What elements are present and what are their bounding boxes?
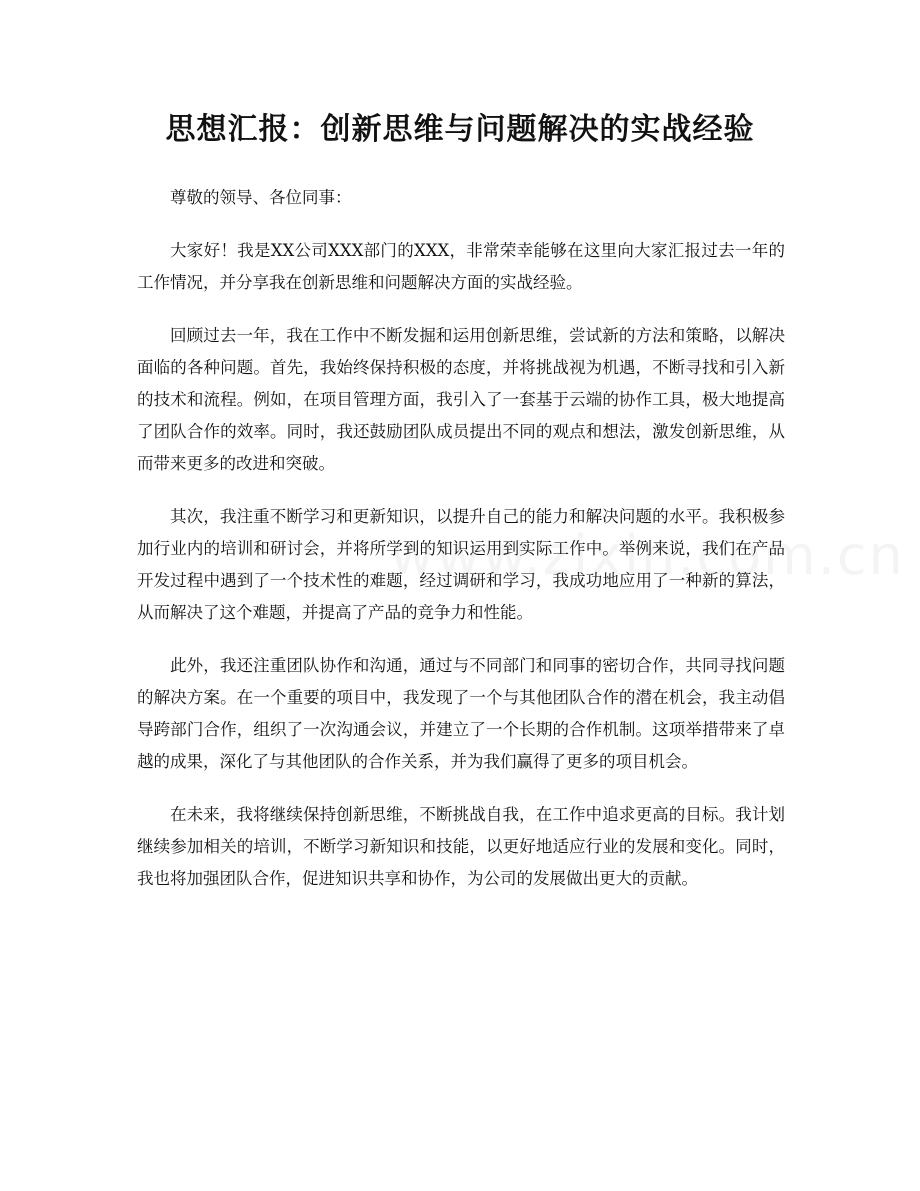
body-paragraph: 回顾过去一年，我在工作中不断发掘和运用创新思维，尝试新的方法和策略，以解决面临的各种问题。首先，我始终保持积极的态度，并将挑战视为机遇，不断寻找和引入新的技术和流程。例如，在项目管理方面，我引入了一套基于云端的协作工具，极大地提高了团队合作的效率。同时，我还鼓励团队成员提出不同的观点和想法，激发创新思维，从而带来更多的改进和突破。 [137, 326, 785, 473]
document-body [137, 182, 785, 916]
document-title: 思想汇报：创新思维与问题解决的实战经验 [165, 112, 755, 147]
greeting-paragraph: 尊敬的领导、各位同事： [170, 188, 352, 207]
body-paragraph: 大家好！我是XX公司XXX部门的XXX，非常荣幸能够在这里向大家汇报过去一年的工作情况，并分享我在创新思维和问题解决方面的实战经验。 [137, 241, 785, 292]
body-paragraph: 在未来，我将继续保持创新思维，不断挑战自我，在工作中追求更高的目标。我计划继续参加相关的培训，不断学习新知识和技能，以更好地适应行业的发展和变化。同时，我也将加强团队合作，促进知识共享和协作，为公司的发展做出更大的贡献。 [137, 805, 785, 888]
body-paragraph: 此外，我还注重团队协作和沟通，通过与不同部门和同事的密切合作，共同寻找问题的解决方案。在一个重要的项目中，我发现了一个与其他团队合作的潜在机会，我主动倡导跨部门合作，组织了一次沟通会议，并建立了一个长期的合作机制。这项举措带来了卓越的成果，深化了与其他团队的合作关系，并为我们赢得了更多的项目机会。 [137, 656, 785, 771]
body-paragraph: 其次，我注重不断学习和更新知识，以提升自己的能力和解决问题的水平。我积极参加行业内的培训和研讨会，并将所学到的知识运用到实际工作中。举例来说，我们在产品开发过程中遇到了一个技术性的难题，经过调研和学习，我成功地应用了一种新的算法，从而解决了这个难题，并提高了产品的竞争力和性能。 [137, 507, 785, 622]
